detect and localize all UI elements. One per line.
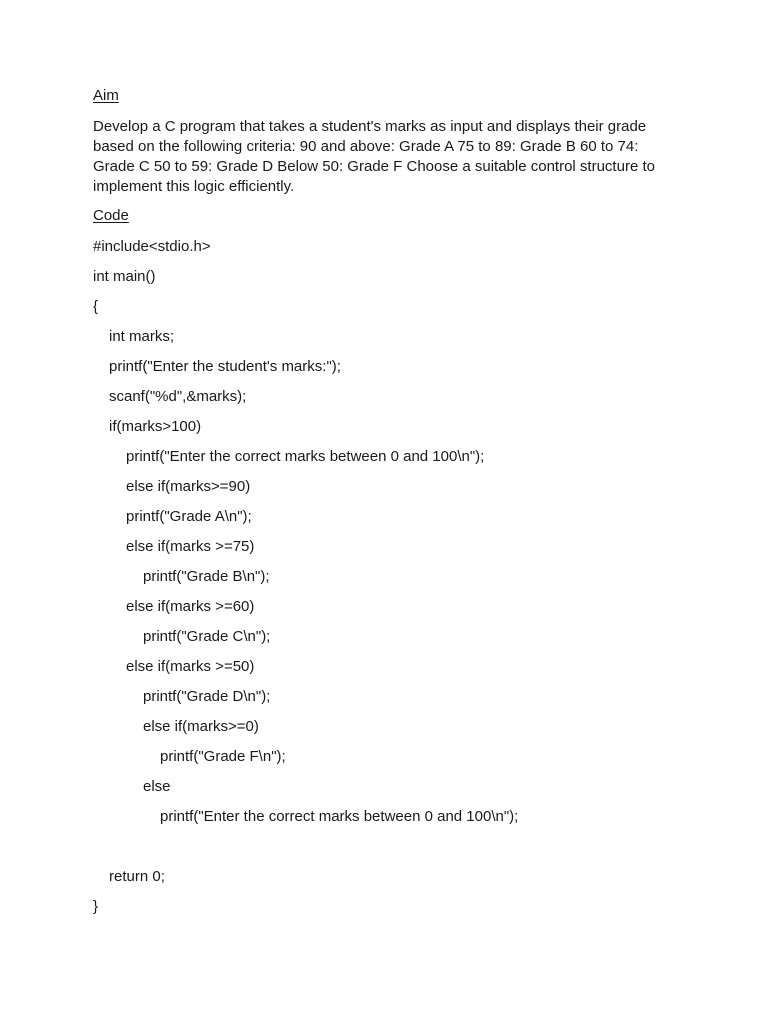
aim-heading: Aim <box>93 87 119 104</box>
code-line: else if(marks >=60) <box>126 598 255 615</box>
code-line: printf("Grade D\n"); <box>143 688 271 705</box>
code-line: scanf("%d",&marks); <box>109 388 247 405</box>
code-line: if(marks>100) <box>109 418 202 435</box>
code-line: { <box>93 298 99 315</box>
code-line: printf("Grade C\n"); <box>143 628 271 645</box>
code-line: printf("Grade A\n"); <box>126 508 252 525</box>
code-line: else if(marks>=0) <box>143 718 259 735</box>
code-line: printf("Grade B\n"); <box>143 568 270 585</box>
code-line: return 0; <box>109 868 165 885</box>
code-line: else if(marks >=75) <box>126 538 255 555</box>
code-line: else if(marks >=50) <box>126 658 255 675</box>
code-line: printf("Enter the student's marks:"); <box>109 358 341 375</box>
code-line: else <box>143 778 171 795</box>
code-line: int marks; <box>109 328 175 345</box>
code-line: #include<stdio.h> <box>93 238 211 255</box>
code-line: printf("Enter the correct marks between 0 and 100\n"); <box>160 808 519 825</box>
code-line: } <box>93 898 99 915</box>
code-line: printf("Enter the correct marks between 0 and 100\n"); <box>126 448 485 465</box>
aim-paragraph: Develop a C program that takes a student's marks as input and displays their grade based on the following criteria: 90 and above: Grade A 75 to 89: Grade B 60 to 74: Grade C 50 to 59: Grade D Below 50: Grade F Choose a suitable control structure to implement this logic efficiently. <box>93 118 655 195</box>
code-line: printf("Grade F\n"); <box>160 748 286 765</box>
code-heading: Code <box>93 207 129 224</box>
code-line: else if(marks>=90) <box>126 478 251 495</box>
code-line: int main() <box>93 268 156 285</box>
